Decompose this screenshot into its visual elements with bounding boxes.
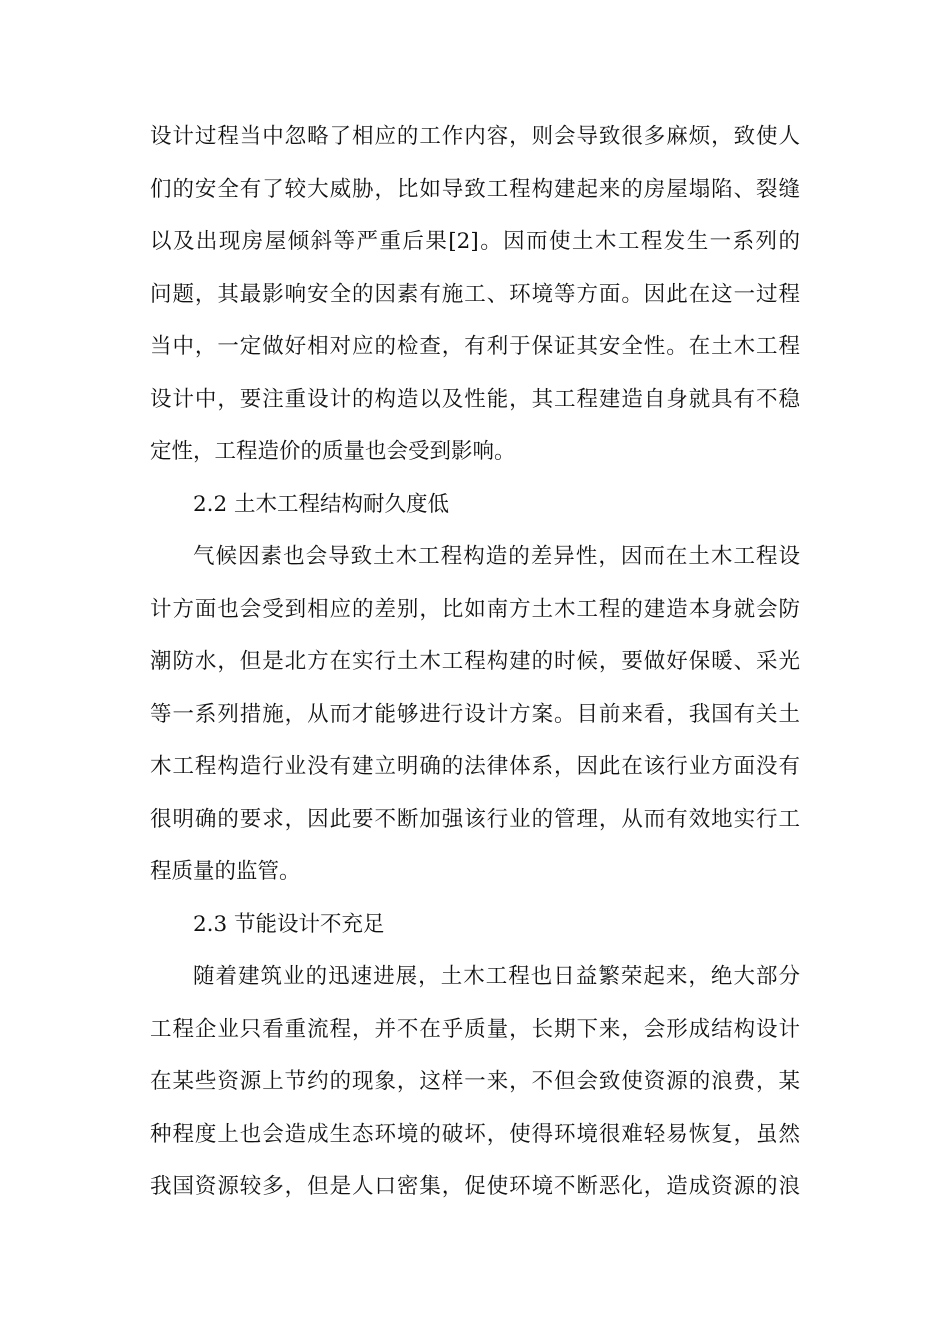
text-line: 以及出现房屋倾斜等严重后果[2]。因而使土木工程发生一系列的 (150, 229, 800, 254)
text-line: 在某些资源上节约的现象，这样一来，不但会致使资源的浪费，某 (150, 1069, 800, 1094)
section-heading-2-2: 2.2 土木工程结构耐久度低 (193, 491, 450, 517)
document-page (150, 111, 800, 1214)
text-line: 潮防水，但是北方在实行土木工程构建的时候，要做好保暖、采光 (150, 649, 800, 674)
text-line: 程质量的监管。 (150, 859, 301, 884)
text-line: 当中，一定做好相对应的检查，有利于保证其安全性。在土木工程 (150, 334, 800, 359)
text-line: 我国资源较多，但是人口密集，促使环境不断恶化，造成资源的浪 (150, 1174, 800, 1199)
text-line: 随着建筑业的迅速进展，土木工程也日益繁荣起来，绝大部分 (193, 964, 800, 989)
text-line: 设计过程当中忽略了相应的工作内容，则会导致很多麻烦，致使人 (150, 124, 800, 149)
text-line: 种程度上也会造成生态环境的破坏，使得环境很难轻易恢复，虽然 (150, 1121, 800, 1147)
text-line: 工程企业只看重流程，并不在乎质量，长期下来，会形成结构设计 (150, 1016, 800, 1042)
paragraph-durability (150, 531, 800, 899)
text-line: 设计中，要注重设计的构造以及性能，其工程建造自身就具有不稳 (150, 386, 800, 412)
section-heading-2-3: 2.3 节能设计不充足 (193, 911, 385, 937)
paragraph-continuation (150, 111, 800, 479)
text-line: 定性，工程造价的质量也会受到影响。 (150, 439, 516, 464)
text-line: 很明确的要求，因此要不断加强该行业的管理，从而有效地实行工 (150, 806, 800, 832)
text-line: 木工程构造行业没有建立明确的法律体系，因此在该行业方面没有 (150, 754, 800, 779)
text-line: 们的安全有了较大威胁，比如导致工程构建起来的房屋塌陷、裂缝 (150, 176, 800, 202)
paragraph-energy-saving (150, 951, 800, 1214)
text-line: 问题，其最影响安全的因素有施工、环境等方面。因此在这一过程 (150, 281, 800, 307)
text-line: 计方面也会受到相应的差别，比如南方土木工程的建造本身就会防 (150, 596, 800, 622)
text-line: 等一系列措施，从而才能够进行设计方案。目前来看，我国有关土 (150, 701, 800, 727)
text-line: 气候因素也会导致土木工程构造的差异性，因而在土木工程设 (193, 544, 800, 569)
